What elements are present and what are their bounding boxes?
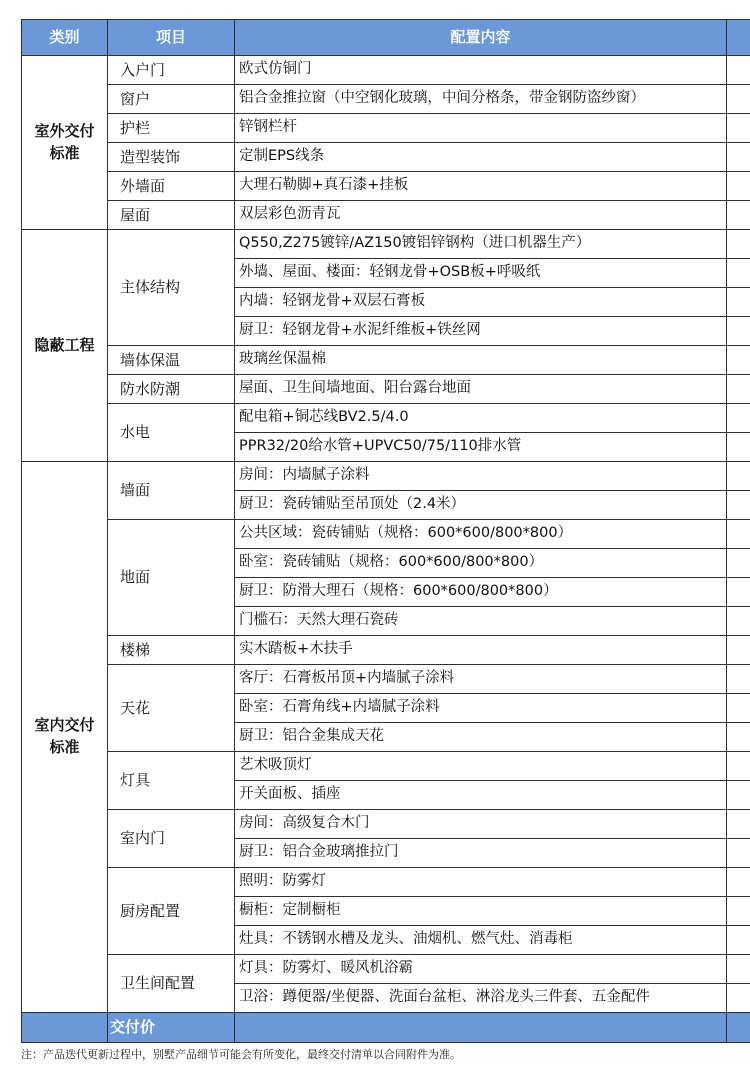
content-cell: 灶具：不锈钢水槽及龙头、油烟机、燃气灶、消毒柜 bbox=[235, 926, 727, 955]
content-cell: 定制EPS线条 bbox=[235, 143, 727, 172]
content-cell: 开关面板、插座 bbox=[235, 781, 727, 810]
extra-cell bbox=[727, 955, 750, 984]
table-row bbox=[22, 520, 750, 549]
header-content: 配置内容 bbox=[235, 20, 727, 56]
table-row bbox=[22, 143, 750, 172]
category-cell: 隐蔽工程 bbox=[22, 230, 108, 462]
content-cell: 锌钢栏杆 bbox=[235, 114, 727, 143]
content-cell: 卫浴：蹲便器/坐便器、洗面台盆柜、淋浴龙头三件套、五金配件 bbox=[235, 984, 727, 1013]
table-row bbox=[22, 201, 750, 230]
content-cell: 厨卫：铝合金玻璃推拉门 bbox=[235, 839, 727, 868]
spec-table bbox=[21, 19, 750, 1043]
table-row bbox=[22, 462, 750, 491]
content-cell: 厨卫：防滑大理石（规格：600*600/800*800） bbox=[235, 578, 727, 607]
extra-cell bbox=[727, 839, 750, 868]
table-row bbox=[22, 665, 750, 694]
item-cell: 灯具 bbox=[108, 752, 235, 810]
extra-cell bbox=[727, 114, 750, 143]
table-row bbox=[22, 346, 750, 375]
item-cell: 窗户 bbox=[108, 85, 235, 114]
extra-cell bbox=[727, 665, 750, 694]
footer-extra bbox=[727, 1013, 750, 1043]
extra-cell bbox=[727, 636, 750, 665]
footer-blank bbox=[22, 1013, 108, 1043]
extra-cell bbox=[727, 288, 750, 317]
table-row bbox=[22, 172, 750, 201]
item-cell: 天花 bbox=[108, 665, 235, 752]
table-row bbox=[22, 955, 750, 984]
extra-cell bbox=[727, 752, 750, 781]
content-cell: 房间：高级复合木门 bbox=[235, 810, 727, 839]
header-category: 类别 bbox=[22, 20, 108, 56]
content-cell: 卧室：瓷砖铺贴（规格：600*600/800*800） bbox=[235, 549, 727, 578]
extra-cell bbox=[727, 781, 750, 810]
item-cell: 入户门 bbox=[108, 56, 235, 85]
extra-cell bbox=[727, 462, 750, 491]
footer-row bbox=[22, 1013, 750, 1043]
content-cell: 艺术吸顶灯 bbox=[235, 752, 727, 781]
item-cell: 护栏 bbox=[108, 114, 235, 143]
item-cell: 造型装饰 bbox=[108, 143, 235, 172]
item-cell: 地面 bbox=[108, 520, 235, 636]
footer-value bbox=[235, 1013, 727, 1043]
table-row bbox=[22, 752, 750, 781]
extra-cell bbox=[727, 433, 750, 462]
content-cell: 灯具：防雾灯、暖风机浴霸 bbox=[235, 955, 727, 984]
table-row bbox=[22, 114, 750, 143]
extra-cell bbox=[727, 259, 750, 288]
extra-cell bbox=[727, 549, 750, 578]
extra-cell bbox=[727, 85, 750, 114]
item-cell: 水电 bbox=[108, 404, 235, 462]
extra-cell bbox=[727, 172, 750, 201]
item-cell: 卫生间配置 bbox=[108, 955, 235, 1013]
extra-cell bbox=[727, 723, 750, 752]
category-cell: 室内交付 标准 bbox=[22, 462, 108, 1013]
item-cell: 室内门 bbox=[108, 810, 235, 868]
item-cell: 主体结构 bbox=[108, 230, 235, 346]
footer-label: 交付价 bbox=[108, 1013, 235, 1043]
extra-cell bbox=[727, 607, 750, 636]
item-cell: 楼梯 bbox=[108, 636, 235, 665]
content-cell: 配电箱+铜芯线BV2.5/4.0 bbox=[235, 404, 727, 433]
extra-cell bbox=[727, 810, 750, 839]
content-cell: 厨卫：瓷砖铺贴至吊顶处（2.4米） bbox=[235, 491, 727, 520]
content-cell: 厨卫：铝合金集成天花 bbox=[235, 723, 727, 752]
content-cell: 大理石勒脚+真石漆+挂板 bbox=[235, 172, 727, 201]
table-row bbox=[22, 868, 750, 897]
content-cell: 橱柜：定制橱柜 bbox=[235, 897, 727, 926]
extra-cell bbox=[727, 491, 750, 520]
table-row bbox=[22, 230, 750, 259]
content-cell: PPR32/20给水管+UPVC50/75/110排水管 bbox=[235, 433, 727, 462]
extra-cell bbox=[727, 375, 750, 404]
content-cell: 屋面、卫生间墙地面、阳台露台地面 bbox=[235, 375, 727, 404]
item-cell: 墙面 bbox=[108, 462, 235, 520]
content-cell: 卧室：石膏角线+内墙腻子涂料 bbox=[235, 694, 727, 723]
table-row bbox=[22, 404, 750, 433]
header-extra bbox=[727, 20, 750, 56]
table-row bbox=[22, 85, 750, 114]
category-cell: 室外交付 标准 bbox=[22, 56, 108, 230]
content-cell: Q550,Z275镀锌/AZ150镀铝锌钢构（进口机器生产） bbox=[235, 230, 727, 259]
content-cell: 内墙：轻钢龙骨+双层石膏板 bbox=[235, 288, 727, 317]
extra-cell bbox=[727, 230, 750, 259]
table-row bbox=[22, 636, 750, 665]
content-cell: 客厅：石膏板吊顶+内墙腻子涂料 bbox=[235, 665, 727, 694]
content-cell: 厨卫：轻钢龙骨+水泥纤维板+铁丝网 bbox=[235, 317, 727, 346]
item-cell: 厨房配置 bbox=[108, 868, 235, 955]
content-cell: 公共区域：瓷砖铺贴（规格：600*600/800*800） bbox=[235, 520, 727, 549]
content-cell: 外墙、屋面、楼面：轻钢龙骨+OSB板+呼吸纸 bbox=[235, 259, 727, 288]
content-cell: 照明：防雾灯 bbox=[235, 868, 727, 897]
extra-cell bbox=[727, 897, 750, 926]
extra-cell bbox=[727, 926, 750, 955]
extra-cell bbox=[727, 317, 750, 346]
content-cell: 实木踏板+木扶手 bbox=[235, 636, 727, 665]
footnote: 注：产品迭代更新过程中，别墅产品细节可能会有所变化，最终交付清单以合同附件为准。 bbox=[21, 1048, 461, 1061]
extra-cell bbox=[727, 404, 750, 433]
spec-body bbox=[22, 56, 750, 1013]
extra-cell bbox=[727, 143, 750, 172]
item-cell: 防水防潮 bbox=[108, 375, 235, 404]
extra-cell bbox=[727, 578, 750, 607]
header-row bbox=[22, 20, 750, 56]
extra-cell bbox=[727, 56, 750, 85]
header-item: 项目 bbox=[108, 20, 235, 56]
content-cell: 玻璃丝保温棉 bbox=[235, 346, 727, 375]
item-cell: 外墙面 bbox=[108, 172, 235, 201]
table-row bbox=[22, 810, 750, 839]
extra-cell bbox=[727, 201, 750, 230]
table-row bbox=[22, 375, 750, 404]
content-cell: 房间：内墙腻子涂料 bbox=[235, 462, 727, 491]
item-cell: 墙体保温 bbox=[108, 346, 235, 375]
content-cell: 双层彩色沥青瓦 bbox=[235, 201, 727, 230]
item-cell: 屋面 bbox=[108, 201, 235, 230]
table-row bbox=[22, 56, 750, 85]
extra-cell bbox=[727, 694, 750, 723]
content-cell: 欧式仿铜门 bbox=[235, 56, 727, 85]
extra-cell bbox=[727, 984, 750, 1013]
extra-cell bbox=[727, 520, 750, 549]
extra-cell bbox=[727, 346, 750, 375]
content-cell: 门槛石：天然大理石瓷砖 bbox=[235, 607, 727, 636]
content-cell: 铝合金推拉窗（中空钢化玻璃，中间分格条，带金钢防盗纱窗） bbox=[235, 85, 727, 114]
extra-cell bbox=[727, 868, 750, 897]
